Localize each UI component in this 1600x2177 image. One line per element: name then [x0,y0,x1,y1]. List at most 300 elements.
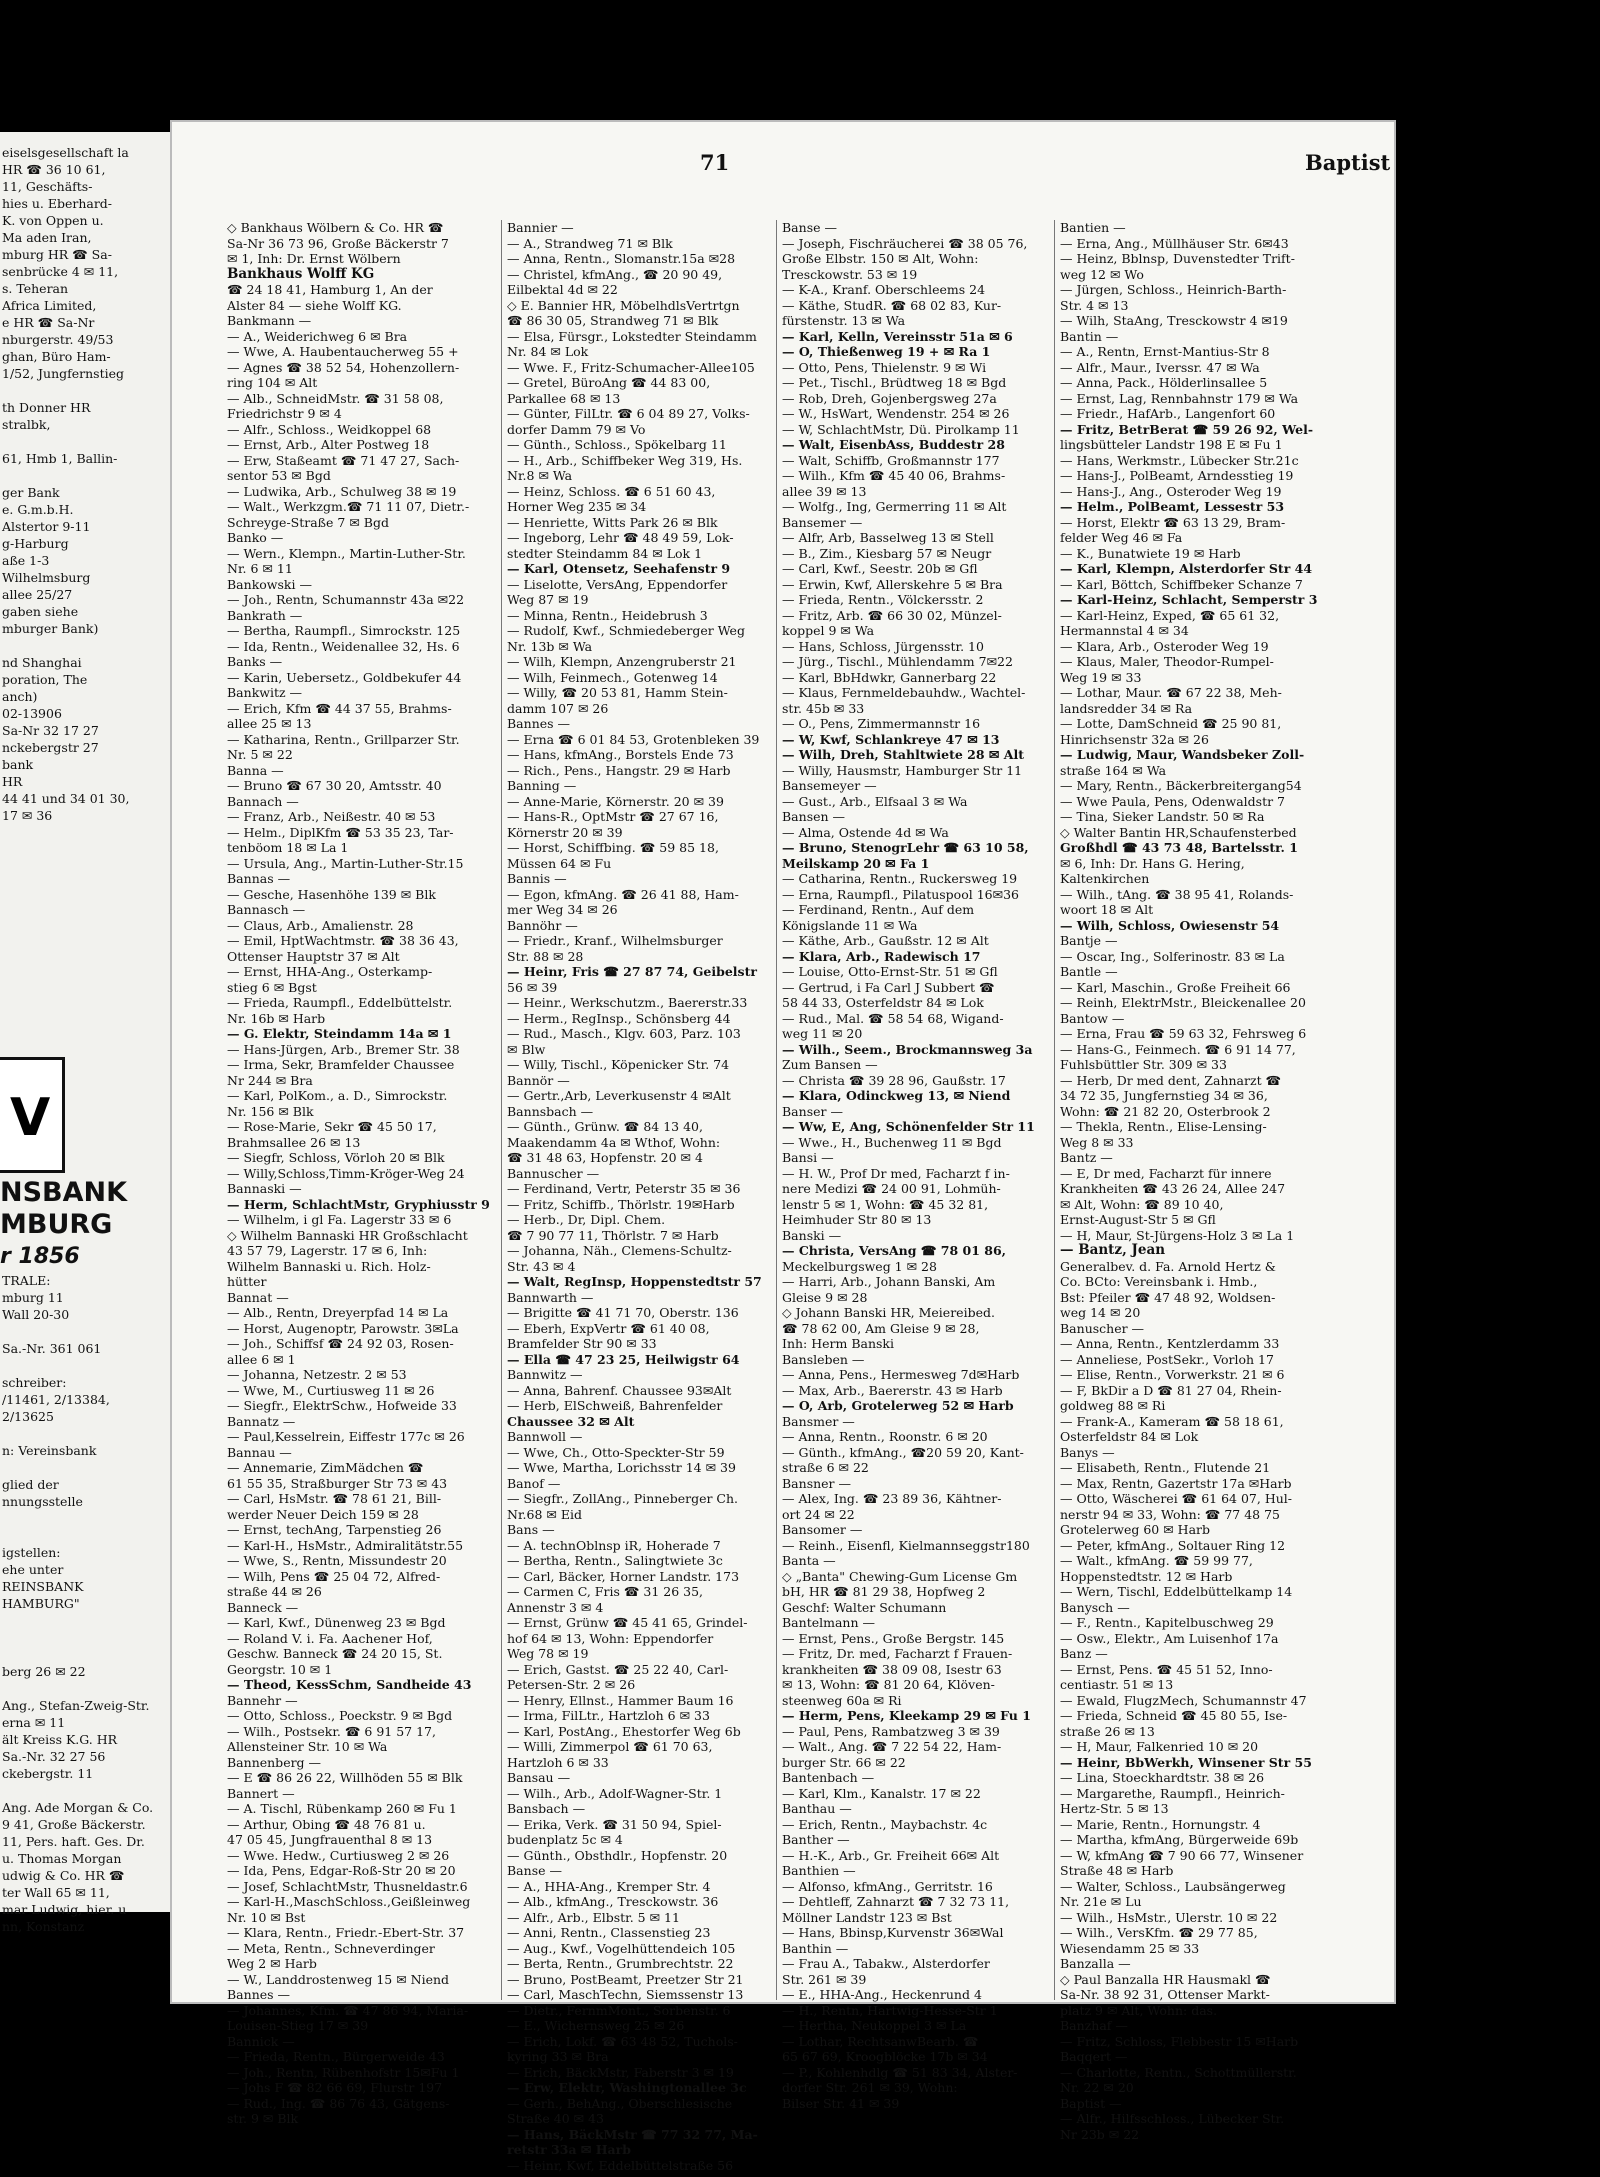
directory-entry-line: — F., Rentn., Kapitelbuschweg 29 [1060,1615,1274,1630]
directory-entry-line: — Ida, Rentn., Weidenallee 32, Hs. 6 [227,638,460,654]
directory-entry-line: — Ferdinand, Rentn., Auf dem [782,902,975,917]
directory-entry-line: — Alb., Rentn, Dreyerpfad 14 ✉ La [227,1305,449,1320]
left-page-line: g-Harburg [2,536,69,551]
directory-entry-line: Nr. 10 ✉ Bst [227,1909,306,1925]
directory-entry-line: Bansemer — [782,514,863,530]
directory-entry-line: — Heinr, Kwf, Eddelbüttelstraße 56 [507,2157,734,2173]
directory-entry-line: — Arthur, Obing ☎ 48 76 81 u. [227,1816,426,1832]
directory-entry-line: — Erw, Elektr, Washingtonallee 3c [507,2080,747,2095]
directory-entry-line: — Dehtleff, Zahnarzt ☎ 7 32 73 11, [782,1894,1010,1909]
left-page-line: Sa.-Nr. 32 27 56 [2,1749,106,1764]
directory-entry-line: Banof — [507,1475,561,1491]
directory-entry-line: Bansen — [782,809,846,824]
directory-entry-line: ◇ Bankhaus Wölbern & Co. HR ☎ [227,220,444,235]
left-page-line: gaben siehe [2,604,79,619]
directory-entry-line: — K-A., Kranf. Oberschleems 24 [782,282,986,297]
directory-entry-line: Bansbach — [507,1801,586,1816]
left-page-line: e. G.m.b.H. [2,502,74,517]
directory-entry-line: — Josef, SchlachtMstr, Thusneldastr.6 [227,1878,468,1894]
directory-entry-line: Weg 78 ✉ 19 [507,1646,589,1661]
directory-entry-line: Bannehr — [227,1692,298,1708]
directory-entry-line: Hartzloh 6 ✉ 33 [507,1754,609,1770]
directory-entry-line: — Alfr., Arb., Elbstr. 5 ✉ 11 [507,1909,680,1925]
directory-entry-line: Banks — [227,654,283,669]
directory-entry-line: nere Medizi ☎ 24 00 91, Lohmüh- [782,1181,1001,1196]
directory-entry-line: hütter [227,1274,267,1289]
directory-entry-line: Tresckowstr. 53 ✉ 19 [782,266,918,282]
directory-entry-line: — Johanna, Netzestr. 2 ✉ 53 [227,1367,407,1382]
directory-entry-line: — Lothar, Maur. ☎ 67 22 38, Meh- [1060,685,1282,700]
directory-entry-line: — Walt, EisenbAss, Buddestr 28 [782,437,1005,452]
left-page-line: erna ✉ 11 [2,1715,66,1730]
directory-entry-line: burger Str. 66 ✉ 22 [782,1754,906,1770]
directory-entry-line: Hermannstal 4 ✉ 34 [1060,623,1189,638]
directory-entry-line: Große Elbstr. 150 ✉ Alt, Wohn: [782,251,979,266]
directory-entry-line: — Karl-Heinz, Exped, ☎ 65 61 32, [1060,607,1280,623]
directory-entry-line: — Joh., Rentn, Schumannstr 43a ✉22 [227,592,465,607]
directory-entry-line: — Annemarie, ZimMädchen ☎ [227,1460,424,1475]
directory-entry-line: — Ernst, Grünw ☎ 45 41 65, Grindel- [507,1615,748,1630]
directory-entry-line: — W, Kwf, Schlankreye 47 ✉ 13 [782,731,1000,747]
bank-logo-letter: V [10,1088,51,1148]
directory-entry-line: Großhdl ☎ 43 73 48, Bartelsstr. 1 [1060,840,1298,855]
directory-entry-line: straße 164 ✉ Wa [1060,762,1167,778]
directory-entry-line: — Erna, Frau ☎ 59 63 32, Fehrsweg 6 [1060,1026,1307,1041]
left-page-line: stralbk, [2,417,51,432]
directory-entry-line: Banysch — [1060,1599,1130,1615]
directory-entry-line: Krankheiten ☎ 43 26 24, Allee 247 [1060,1181,1286,1196]
directory-entry-line: — Käthe, StudR. ☎ 68 02 83, Kur- [782,297,1002,313]
directory-entry-line: — Fritz, BetrBerat ☎ 59 26 92, Wel- [1060,421,1314,437]
directory-entry-line: — Johs F ☎ 82 66 69, Flurstr 197 [227,2080,443,2095]
directory-entry-line: — Rud., Mal. ☎ 58 54 68, Wigand- [782,1010,1004,1026]
directory-entry-line: Maakendamm 4a ✉ Wthof, Wohn: [507,1134,721,1150]
directory-entry-line: — O., Pens, Zimmermannstr 16 [782,716,981,731]
directory-entry-line: — Hans, kfmAng., Borstels Ende 73 [507,747,734,762]
left-page-line: allee 25/27 [2,587,73,602]
directory-entry-line: — Karl-Heinz, Schlacht, Semperstr 3 [1060,592,1318,607]
directory-entry-line: — Alfr, Arb, Basselweg 13 ✉ Stell [782,530,994,545]
directory-entry-line: weg 12 ✉ Wo [1060,266,1144,282]
directory-entry-line: Ernst-August-Str 5 ✉ Gfl [1060,1212,1216,1227]
directory-entry-line: Bannenberg — [227,1754,322,1770]
directory-entry-line: Bannatz — [227,1413,296,1429]
directory-entry-line: allee 25 ✉ 13 [227,716,312,731]
left-page-line: nburgerstr. 49/53 [2,332,114,347]
directory-column-1 [227,220,497,2127]
left-page-line: n: Vereinsbank [2,1443,97,1458]
directory-entry-line: — Willi, Zimmerpol ☎ 61 70 63, [507,1739,713,1754]
directory-entry-line: — Elsa, Fürsgr., Lokstedter Steindamm [507,328,757,344]
directory-entry-line: — Heinz, Bblnsp, Duvenstedter Trift- [1060,251,1295,266]
directory-entry-line: woort 18 ✉ Alt [1060,902,1154,917]
directory-entry-line: — Alb., kfmAng., Tresckowstr. 36 [507,1894,719,1909]
directory-entry-line: — Christa ☎ 39 28 96, Gaußstr. 17 [782,1072,1006,1088]
directory-entry-line: — Erich, Rentn., Maybachstr. 4c [782,1816,988,1832]
directory-entry-line: — Wilh, Pens ☎ 25 04 72, Alfred- [227,1568,441,1584]
directory-entry-line: — Irma, FilLtr., Hartzloh 6 ✉ 33 [507,1708,710,1723]
directory-entry-line: — Gertr.,Arb, Leverkusenstr 4 ✉Alt [507,1088,731,1103]
directory-entry-line: — Reinh., Eisenfl, Kielmannseggstr180 [782,1537,1030,1553]
directory-entry-line: Müssen 64 ✉ Fu [507,855,612,871]
directory-entry-line: — Reinh, ElektrMstr., Bleickenallee 20 [1060,995,1306,1010]
directory-entry-line: — Max, Arb., Baererstr. 43 ✉ Harb [782,1382,1003,1398]
directory-entry-line: krankheiten ☎ 38 09 08, Isestr 63 [782,1661,1002,1677]
directory-entry-line: — Bruno, PostBeamt, Preetzer Str 21 [507,1971,744,1987]
directory-entry-line: Osterfeldstr 84 ✉ Lok [1060,1429,1199,1444]
directory-entry-line: Heimhuder Str 80 ✉ 13 [782,1212,932,1227]
directory-entry-line: — Berta, Rentn., Grumbrechtstr. 22 [507,1956,734,1971]
left-page-line: mar Ludwig, hier. u [2,1902,127,1917]
directory-entry-line: 65 67 69, Kroogblöcke 17b ✉ 34 [782,2049,988,2064]
directory-entry-line: — Bruno ☎ 67 30 20, Amtsstr. 40 [227,778,442,793]
directory-entry-line: — Alb., SchneidMstr. ☎ 31 58 08, [227,390,444,406]
left-page-line: 44 41 und 34 01 30, [2,791,130,806]
directory-entry-line: — A., HHA-Ang., Kremper Str. 4 [507,1878,711,1894]
directory-entry-line: dorfer Str. 261 ✉ 39, Wohn: [782,2080,958,2095]
directory-entry-line: Banthien — [782,1863,856,1878]
directory-entry-line: weg 14 ✉ 20 [1060,1305,1141,1320]
directory-entry-line: Bannau — [227,1444,292,1460]
directory-entry-line: Bannwarth — [507,1289,594,1305]
directory-entry-line: Chaussee 32 ✉ Alt [507,1413,635,1429]
directory-entry-line: ✉ Blw [507,1041,546,1057]
directory-entry-line: Fuhlsbüttler Str. 309 ✉ 33 [1060,1057,1227,1072]
directory-entry-line: Sa-Nr. 38 92 31, Ottenser Markt- [1060,1987,1270,2002]
directory-entry-line: — Elisabeth, Rentn., Flutende 21 [1060,1460,1271,1475]
directory-entry-line: — Karl, BbHdwkr, Gannerbarg 22 [782,669,997,685]
directory-entry-line: Banse — [782,220,837,235]
directory-entry-line: 58 44 33, Osterfeldstr 84 ✉ Lok [782,995,984,1010]
directory-entry-line: Bilser Str. 41 ✉ 39 [782,2095,900,2111]
directory-entry-line: Bannier — [507,220,574,235]
directory-entry-line: landsredder 34 ✉ Ra [1060,700,1193,716]
directory-entry-line: Nr. 5 ✉ 22 [227,747,293,762]
directory-entry-line: Banys — [1060,1444,1115,1460]
directory-entry-line: — Jürgen, Schloss., Heinrich-Barth- [1060,282,1287,297]
directory-entry-line: Nr 23b ✉ 22 [1060,2126,1140,2142]
directory-entry-line: Banko — [227,530,284,545]
directory-column-3 [782,220,1052,2111]
directory-entry-line: — Herb, Dr med dent, Zahnarzt ☎ [1060,1072,1282,1088]
directory-entry-line: — Anna, Rentn., Roonstr. 6 ✉ 20 [782,1429,988,1444]
directory-entry-line: Bansemeyer — [782,778,877,793]
directory-entry-line: budenplatz 5c ✉ 4 [507,1832,623,1847]
left-page-line: s. Teheran [2,281,69,296]
left-page-line: Wilhelmsburg [2,570,91,585]
directory-entry-line: — Wilh, Feinmech., Gotenweg 14 [507,669,718,685]
directory-entry-line: — Walt, RegInsp, Hoppenstedtstr 57 [507,1274,762,1289]
directory-entry-line: — Walt, Schiffb, Großmannstr 177 [782,452,1000,468]
directory-entry-line: — Walt., Ang. ☎ 7 22 54 22, Ham- [782,1739,1002,1754]
directory-entry-line: Banski — [782,1227,842,1243]
directory-entry-line: — Ernst, Lag, Rennbahnstr 179 ✉ Wa [1060,390,1299,406]
directory-entry-line: — Wilh., tAng. ☎ 38 95 41, Rolands- [1060,886,1294,902]
left-page-line: 61, Hmb 1, Ballin- [2,451,118,466]
directory-entry-line: — Fritz, Schiffb., Thörlstr. 19✉Harb [507,1196,735,1212]
left-page-line: Sa.-Nr. 361 061 [2,1341,102,1356]
directory-entry-line: — Hans-G., Feinmech. ☎ 6 91 14 77, [1060,1041,1296,1057]
directory-entry-line: Bst: Pfeiler ☎ 47 48 92, Woldsen- [1060,1289,1276,1305]
left-page-line: nd Shanghai [2,655,82,670]
directory-entry-line: Co. BCto: Vereinsbank i. Hmb., [1060,1274,1258,1289]
directory-entry-line: — Günth., Schloss., Spökelbarg 11 [507,437,727,452]
directory-entry-line: ☎ 24 18 41, Hamburg 1, An der [227,282,433,297]
directory-entry-line: Bankmann — [227,313,312,328]
directory-entry-line: — Katharina, Rentn., Grillparzer Str. [227,731,460,747]
directory-entry-line: Sa-Nr 36 73 96, Große Bäckerstr 7 [227,235,449,251]
directory-entry-line: Bankowski — [227,576,312,592]
directory-entry-line: Gleise 9 ✉ 28 [782,1289,868,1305]
directory-entry-line: — Klara, Odinckweg 13, ✉ Niend [782,1088,1011,1103]
directory-entry-line: — Bruno, StenogrLehr ☎ 63 10 58, [782,840,1029,855]
directory-entry-line: Banzalla — [1060,1956,1131,1971]
directory-entry-line: — Margarethe, Raumpfl., Heinrich- [1060,1785,1285,1801]
directory-entry-line: lenstr 5 ✉ 1, Wohn: ☎ 45 32 81, [782,1196,989,1212]
directory-entry-line: allee 6 ✉ 1 [227,1351,296,1367]
left-page-line: hies u. Eberhard- [2,196,113,211]
directory-entry-line: Banneck — [227,1599,299,1615]
directory-entry-line: — Gretel, BüroAng ☎ 44 83 00, [507,375,711,390]
directory-entry-line: Banther — [782,1832,850,1847]
directory-entry-line: — Herm, SchlachtMstr, Gryphiusstr 9 [227,1196,490,1212]
directory-entry-line: — Fritz, Arb. ☎ 66 30 02, Münzel- [782,607,1002,623]
directory-entry-line: Ottenser Hauptstr 37 ✉ Alt [227,948,400,964]
left-page-line: ält Kreiss K.G. HR [2,1732,118,1747]
directory-entry-line: — Wilh, Klempn, Anzengruberstr 21 [507,654,737,669]
directory-entry-line: — Klaus, Maler, Theodor-Rumpel- [1060,654,1274,669]
directory-entry-line: — Karl, Kelln, Vereinsstr 51a ✉ 6 [782,328,1013,344]
directory-entry-line: weg 11 ✉ 20 [782,1026,863,1041]
directory-entry-line: — F, BkDir a D ☎ 81 27 04, Rhein- [1060,1382,1282,1398]
directory-entry-line: ◇ „Banta" Chewing-Gum License Gm [782,1568,1018,1584]
directory-entry-line: — Frieda, Rentn., Völckersstr. 2 [782,592,984,607]
directory-entry-line: Bannes — [227,1987,291,2002]
directory-entry-line: — Dietr., FernmMont., Sorbenstr. 6 [507,2002,731,2018]
directory-entry-line: — O, Thießenweg 19 + ✉ Ra 1 [782,344,991,359]
directory-entry-line: Baqqert — [1060,2049,1128,2064]
directory-entry-line: Nr. 6 ✉ 11 [227,561,293,576]
directory-entry-line: — Karl, Klm., Kanalstr. 17 ✉ 22 [782,1785,981,1801]
directory-entry-line: — Paul, Pens, Rambatzweg 3 ✉ 39 [782,1723,1000,1739]
directory-entry-line: platz 9 ✉ Alt, Wohn: das. [1060,2002,1218,2018]
directory-entry-line: — E, Dr med, Facharzt für innere [1060,1165,1272,1181]
directory-entry-line: — G. Elektr, Steindamm 14a ✉ 1 [227,1026,452,1041]
directory-entry-line: Eilbektal 4d ✉ 22 [507,282,618,297]
directory-entry-line: — Aug., Kwf., Vogelhüttendeich 105 [507,1940,736,1956]
bank-name-line1: NSBANK [0,1177,128,1208]
directory-entry-line: — Catharina, Rentn., Ruckersweg 19 [782,871,1018,886]
directory-entry-line: Bansleben — [782,1351,865,1367]
directory-entry-line: — Wilh, Schloss, Owiesenstr 54 [1060,917,1280,933]
directory-entry-line: — Rob, Dreh, Gojenbergsweg 27a [782,390,997,406]
directory-entry-line: — W, SchlachtMstr, Dü. Pirolkamp 11 [782,421,1020,437]
directory-entry-line: Petersen-Str. 2 ✉ 26 [507,1677,636,1692]
directory-entry-line: ✉ 1, Inh: Dr. Ernst Wölbern [227,251,401,266]
directory-entry-line: — Siegfr., ElektrSchw., Hofweide 33 [227,1398,457,1413]
directory-entry-line: Weg 19 ✉ 33 [1060,669,1142,685]
directory-entry-line: — Erich, BäckMstr, Faberstr 3 ✉ 19 [507,2064,734,2080]
directory-entry-line: — Charlotte, Rentn., Schottmüllerstr. [1060,2064,1297,2080]
directory-entry-line: — Ewald, FlugzMech, Schumannstr 47 [1060,1692,1307,1708]
directory-entry-line: Alster 84 — siehe Wolff KG. [227,297,402,313]
directory-entry-line: — Harri, Arb., Johann Banski, Am [782,1274,996,1289]
directory-entry-line: Allensteiner Str. 10 ✉ Wa [227,1739,388,1754]
directory-entry-line: Bannwoll — [507,1429,583,1444]
directory-entry-line: — Frau A., Tabakw., Alsterdorfer [782,1956,990,1971]
directory-entry-line: — Ernst, HHA-Ang., Osterkamp- [227,964,433,979]
directory-entry-line: — Heinr, Fris ☎ 27 87 74, Geibelstr [507,964,757,979]
directory-entry-line: — Egon, kfmAng. ☎ 26 41 88, Ham- [507,886,739,902]
directory-entry-line: ☎ 31 48 63, Hopfenstr. 20 ✉ 4 [507,1150,703,1165]
directory-entry-line: hof 64 ✉ 13, Wohn: Eppendorfer [507,1630,714,1646]
directory-entry-line: — Heinr., Werkschutzm., Baererstr.33 [507,995,748,1010]
directory-entry-line: — Anna, Bahrenf. Chaussee 93✉Alt [507,1382,732,1398]
directory-entry-line: Bannöhr — [507,917,578,933]
left-page-line: schreiber: [2,1375,67,1390]
directory-entry-line: — O, Arb, Grotelerweg 52 ✉ Harb [782,1398,1014,1413]
directory-entry-line: — Ferdinand, Vertr, Peterstr 35 ✉ 36 [507,1181,741,1196]
directory-entry-line: — Herb., Dr, Dipl. Chem. [507,1212,666,1227]
directory-entry-line: Schreyge-Straße 7 ✉ Bgd [227,514,389,530]
directory-entry-line: Annenstr 3 ✉ 4 [507,1599,604,1615]
directory-entry-line: ◇ Walter Bantin HR,Schaufensterbed [1060,824,1297,840]
directory-entry-line: — Karin, Uebersetz., Goldbekufer 44 [227,669,462,685]
directory-entry-line: lingsbütteler Landstr 198 E ✉ Fu 1 [1060,437,1283,452]
directory-entry-line: — H. W., Prof Dr med, Facharzt f in- [782,1165,1010,1181]
directory-entry-line: — Lina, Stoeckhardtstr. 38 ✉ 26 [1060,1770,1265,1785]
directory-entry-line: — Siegfr., ZollAng., Pinneberger Ch. [507,1491,739,1506]
directory-entry-line: — Heinz, Schloss. ☎ 6 51 60 43, [507,483,716,499]
directory-entry-line: Generalbev. d. Fa. Arnold Hertz & [1060,1258,1276,1274]
directory-entry-line: Bannat — [227,1289,289,1305]
directory-entry-line: ☎ 86 30 05, Strandweg 71 ✉ Blk [507,313,719,328]
directory-entry-line: 47 05 45, Jungfrauenthal 8 ✉ 13 [227,1832,433,1847]
directory-entry-line: ✉ 6, Inh: Dr. Hans G. Hering, [1060,855,1245,871]
left-page-line: anch) [2,689,38,704]
directory-entry-line: ☎ 78 62 00, Am Gleise 9 ✉ 28, [782,1320,980,1336]
directory-entry-line: Banzhaf — [1060,2018,1128,2033]
left-page-line: 02-13906 [2,706,62,721]
directory-entry-line: — Wilh., Kfm ☎ 45 40 06, Brahms- [782,468,1006,483]
directory-entry-line: — Hans-R., OptMstr ☎ 27 67 16, [507,809,719,824]
left-page-line: 1/52, Jungfernstieg [2,366,125,381]
left-page-line: u. Thomas Morgan [2,1851,122,1866]
directory-entry-line: Bankwitz — [227,685,303,700]
directory-entry-line: — Meta, Rentn., Schneverdinger [227,1940,435,1956]
left-page-line: aße 1-3 [2,553,50,568]
directory-entry-line: — Wilh., Postsekr. ☎ 6 91 57 17, [227,1723,436,1739]
directory-entry-line: koppel 9 ✉ Wa [782,623,875,638]
directory-entry-line: Bansi — [782,1150,834,1165]
directory-entry-line: — Hans, Bbinsp,Kurvenstr 36✉Wal [782,1925,1004,1940]
left-page-line: HAMBURG" [2,1596,80,1611]
directory-entry-line: — Gertrud, i Fa Carl J Subbert ☎ [782,979,995,995]
directory-entry-line: — Friedr., Kranf., Wilhelmsburger [507,933,723,948]
left-page-line: Ma aden Iran, [2,230,92,245]
left-page-line: mburger Bank) [2,621,99,636]
directory-entry-line: — Alfr., Hilfsschloss., Lübecker Str. [1060,2111,1285,2126]
directory-entry-line: — Jürg., Tischl., Mühlendamm 7✉22 [782,654,1013,669]
directory-entry-line: — Ida, Pens, Edgar-Roß-Str 20 ✉ 20 [227,1863,456,1878]
directory-entry-line: damm 107 ✉ 26 [507,700,609,716]
directory-entry-line: Banta — [782,1553,836,1568]
directory-entry-line: — Anna, Rentn., Slomanstr.15a ✉28 [507,251,736,266]
directory-entry-line: — Horst, Augenoptr, Parowstr. 3✉La [227,1320,459,1336]
directory-entry-line: Geschf: Walter Schumann [782,1599,947,1615]
left-page-line: mburg 11 [2,1290,64,1305]
directory-entry-line: — Anneliese, PostSekr., Vorloh 17 [1060,1351,1274,1367]
directory-entry-line: tenböom 18 ✉ La 1 [227,840,349,855]
directory-entry-line: Brahmsallee 26 ✉ 13 [227,1134,361,1150]
directory-entry-line: Horner Weg 235 ✉ 34 [507,499,647,514]
directory-entry-line: Nr. 22 ✉ 20 [1060,2080,1134,2095]
directory-entry-line: — Anne-Marie, Körnerstr. 20 ✉ 39 [507,793,724,809]
directory-entry-line: Bankhaus Wolff KG [227,265,375,282]
directory-entry-line: — Rich., Pens., Hangstr. 29 ✉ Harb [507,762,731,778]
directory-entry-line: — Willy, Tischl., Köpenicker Str. 74 [507,1057,730,1072]
directory-entry-line: ◇ E. Bannier HR, MöbelhdlsVertrtgn [507,297,740,313]
directory-column-4 [1060,220,1330,2142]
directory-entry-line: Bannach — [227,793,299,809]
directory-entry-line: stieg 6 ✉ Bgst [227,979,317,995]
directory-entry-line: — Klaus, Fernmeldebauhdw., Wachtel- [782,685,1026,700]
directory-entry-line: — Erw, Staßeamt ☎ 71 47 27, Sach- [227,452,460,468]
directory-entry-line: bH, HR ☎ 81 29 38, Hopfweg 2 [782,1584,986,1599]
directory-entry-line: — Ella ☎ 47 23 25, Heilwigstr 64 [507,1351,740,1367]
directory-entry-line: Weg 2 ✉ Harb [227,1956,317,1971]
directory-entry-line: Bannis — [507,871,567,886]
left-page-line: igstellen: [2,1545,61,1560]
directory-entry-line: 34 72 35, Jungfernstieg 34 ✉ 36, [1060,1088,1268,1103]
directory-entry-line: — P., Kohlenhdlg ☎ 51 83 34, Alster- [782,2064,1018,2080]
directory-entry-line: Friedrichstr 9 ✉ 4 [227,406,342,421]
directory-entry-line: Bannwitz — [507,1367,583,1382]
directory-entry-line: — Carmen C, Fris ☎ 31 26 35, [507,1584,704,1599]
directory-entry-line: — Thekla, Rentn., Elise-Lensing- [1060,1119,1267,1134]
directory-entry-line: Bannes — [507,716,571,731]
directory-entry-line: — Wilh, Dreh, Stahltwiete 28 ✉ Alt [782,747,1024,762]
directory-entry-line: — Henry, Ellnst., Hammer Baum 16 [507,1692,734,1708]
directory-entry-line: ring 104 ✉ Alt [227,375,318,390]
directory-entry-line: — Otto, Pens, Thielenstr. 9 ✉ Wi [782,359,987,375]
directory-entry-line: — Erna, Ang., Müllhäuser Str. 6✉43 [1060,235,1289,251]
directory-entry-line: — Erich, Kfm ☎ 44 37 55, Brahms- [227,700,452,716]
directory-entry-line: — Karl, Kwf., Dünenweg 23 ✉ Bgd [227,1615,446,1630]
directory-entry-line: Möllner Landstr 123 ✉ Bst [782,1909,952,1925]
directory-entry-line: Bantenbach — [782,1770,875,1785]
left-page-line: /11461, 2/13384, [2,1392,110,1407]
directory-entry-line: Bansmer — [782,1413,855,1429]
directory-entry-line: Hoppenstedtstr. 12 ✉ Harb [1060,1568,1233,1584]
directory-entry-line: Banz — [1060,1646,1108,1661]
directory-entry-line: — Rose-Marie, Sekr ☎ 45 50 17, [227,1119,437,1134]
directory-entry-line: — Herb, ElSchweiß, Bahrenfelder [507,1398,723,1413]
left-page-line: Sa-Nr 32 17 27 [2,723,99,738]
directory-entry-line: retstr 33a ✉ Harb [507,2142,631,2157]
directory-entry-line: — Emil, HptWachtmstr. ☎ 38 36 43, [227,933,459,948]
directory-entry-line: — Walt., Werkzgm.☎ 71 11 07, Dietr.- [227,499,470,514]
left-page-line: ger Bank [2,485,60,500]
directory-entry-line: Str. 4 ✉ 13 [1060,297,1129,313]
directory-entry-line: Bannuscher — [507,1165,600,1181]
directory-entry-line: Straße 48 ✉ Harb [1060,1863,1174,1878]
directory-entry-line: — Joseph, Fischräucherei ☎ 38 05 76, [782,235,1028,251]
directory-entry-line: Banthau — [782,1801,852,1816]
directory-entry-line: — B., Zim., Kiesbarg 57 ✉ Neugr [782,545,992,561]
directory-entry-line: straße 44 ✉ 26 [227,1584,322,1599]
directory-entry-line: — Wwe, S., Rentn, Missundestr 20 [227,1553,447,1568]
